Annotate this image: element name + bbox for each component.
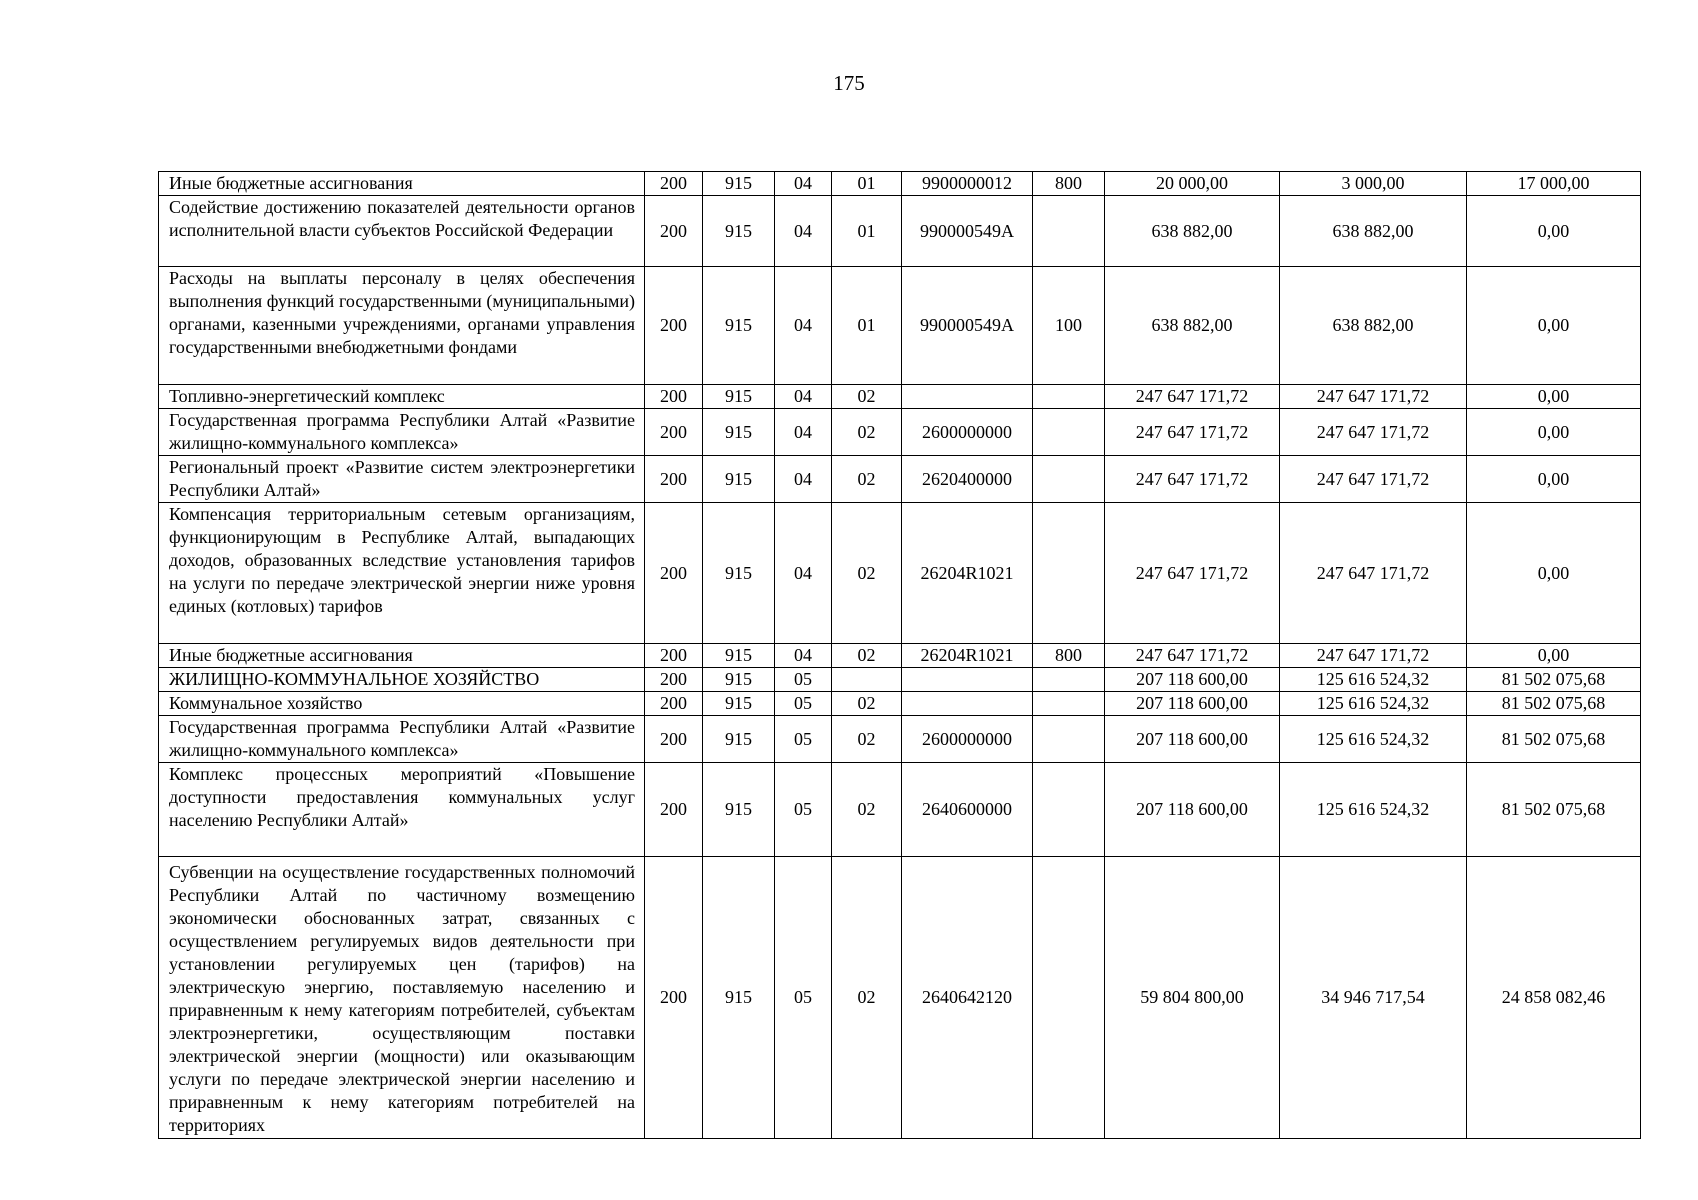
amount-column-2-cell: 3 000,00 <box>1280 172 1467 196</box>
row-name-cell: Компенсация территориальным сетевым организациям, функционирующим в Республике Алтай, выпадающих доходов, образованных вследствие установления тарифов на услуги по передаче электрической энергии ниже уровня единых (котловых) тарифов <box>159 503 645 644</box>
amount-column-2-cell: 247 647 171,72 <box>1280 503 1467 644</box>
amount-total-cell: 207 118 600,00 <box>1105 763 1280 857</box>
amount-column-2-cell: 125 616 524,32 <box>1280 763 1467 857</box>
podrazdel-code-cell: 02 <box>832 456 902 503</box>
amount-total-cell: 207 118 600,00 <box>1105 668 1280 692</box>
target-article-cell <box>902 385 1033 409</box>
razdel-code-cell: 04 <box>775 172 832 196</box>
vedomstvo-code-cell: 915 <box>703 196 775 267</box>
amount-total-cell: 247 647 171,72 <box>1105 409 1280 456</box>
table-row <box>159 668 1641 692</box>
razdel-code-cell: 04 <box>775 503 832 644</box>
target-article-cell: 26204R1021 <box>902 503 1033 644</box>
podrazdel-code-cell <box>832 668 902 692</box>
amount-column-3-cell: 0,00 <box>1467 385 1641 409</box>
budget-table <box>158 171 1641 1139</box>
razdel-code-cell: 04 <box>775 456 832 503</box>
target-article-cell: 2600000000 <box>902 716 1033 763</box>
table-row <box>159 172 1641 196</box>
amount-column-2-cell: 638 882,00 <box>1280 196 1467 267</box>
razdel-code-cell: 05 <box>775 716 832 763</box>
vedomstvo-code-cell: 915 <box>703 267 775 385</box>
podrazdel-code-cell: 02 <box>832 857 902 1139</box>
row-name-cell: Топливно-энергетический комплекс <box>159 385 645 409</box>
vedomstvo-code-cell: 915 <box>703 409 775 456</box>
grbs-code-cell: 200 <box>645 692 703 716</box>
target-article-cell <box>902 692 1033 716</box>
podrazdel-code-cell: 02 <box>832 385 902 409</box>
amount-column-3-cell: 81 502 075,68 <box>1467 763 1641 857</box>
row-name-cell: Комплекс процессных мероприятий «Повышение доступности предоставления коммунальных услуг населению Республики Алтай» <box>159 763 645 857</box>
target-article-cell: 990000549А <box>902 196 1033 267</box>
amount-total-cell: 59 804 800,00 <box>1105 857 1280 1139</box>
grbs-code-cell: 200 <box>645 456 703 503</box>
podrazdel-code-cell: 02 <box>832 409 902 456</box>
expense-type-cell <box>1033 409 1105 456</box>
vedomstvo-code-cell: 915 <box>703 716 775 763</box>
target-article-cell: 2640642120 <box>902 857 1033 1139</box>
expense-type-cell <box>1033 503 1105 644</box>
amount-total-cell: 247 647 171,72 <box>1105 503 1280 644</box>
vedomstvo-code-cell: 915 <box>703 644 775 668</box>
vedomstvo-code-cell: 915 <box>703 172 775 196</box>
razdel-code-cell: 05 <box>775 668 832 692</box>
amount-total-cell: 20 000,00 <box>1105 172 1280 196</box>
table-row <box>159 409 1641 456</box>
table-row <box>159 644 1641 668</box>
expense-type-cell <box>1033 763 1105 857</box>
table-row <box>159 385 1641 409</box>
table-row <box>159 196 1641 267</box>
target-article-cell: 26204R1021 <box>902 644 1033 668</box>
amount-column-3-cell: 0,00 <box>1467 644 1641 668</box>
row-name-cell: ЖИЛИЩНО-КОММУНАЛЬНОЕ ХОЗЯЙСТВО <box>159 668 645 692</box>
expense-type-cell <box>1033 857 1105 1139</box>
vedomstvo-code-cell: 915 <box>703 385 775 409</box>
expense-type-cell: 800 <box>1033 172 1105 196</box>
grbs-code-cell: 200 <box>645 196 703 267</box>
amount-column-2-cell: 247 647 171,72 <box>1280 456 1467 503</box>
razdel-code-cell: 04 <box>775 196 832 267</box>
grbs-code-cell: 200 <box>645 668 703 692</box>
amount-column-3-cell: 81 502 075,68 <box>1467 692 1641 716</box>
amount-column-3-cell: 81 502 075,68 <box>1467 668 1641 692</box>
amount-column-3-cell: 81 502 075,68 <box>1467 716 1641 763</box>
vedomstvo-code-cell: 915 <box>703 456 775 503</box>
podrazdel-code-cell: 02 <box>832 644 902 668</box>
razdel-code-cell: 05 <box>775 763 832 857</box>
page-number: 175 <box>833 71 865 95</box>
amount-column-2-cell: 247 647 171,72 <box>1280 644 1467 668</box>
amount-column-2-cell: 638 882,00 <box>1280 267 1467 385</box>
razdel-code-cell: 04 <box>775 644 832 668</box>
amount-total-cell: 247 647 171,72 <box>1105 385 1280 409</box>
podrazdel-code-cell: 01 <box>832 267 902 385</box>
row-name-cell: Субвенции на осуществление государственных полномочий Республики Алтай по частичному возмещению экономически обоснованных затрат, связанных с осуществлением регулируемых видов деятельности при установлении регулируемых цен (тарифов) на электрическую энергию, поставляемую населению и приравненным к нему категориям потребителей, субъектам электроэнергетики, осуществляющим поставки электрической энергии (мощности) или оказывающим услуги по передаче электрической энергии населению и приравненным к нему категориям потребителей на территориях <box>159 857 645 1139</box>
razdel-code-cell: 04 <box>775 409 832 456</box>
grbs-code-cell: 200 <box>645 644 703 668</box>
podrazdel-code-cell: 02 <box>832 763 902 857</box>
expense-type-cell <box>1033 456 1105 503</box>
table-body <box>159 172 1641 1139</box>
amount-column-3-cell: 24 858 082,46 <box>1467 857 1641 1139</box>
expense-type-cell: 100 <box>1033 267 1105 385</box>
razdel-code-cell: 04 <box>775 385 832 409</box>
amount-total-cell: 247 647 171,72 <box>1105 456 1280 503</box>
target-article-cell: 2620400000 <box>902 456 1033 503</box>
expense-type-cell <box>1033 385 1105 409</box>
row-name-cell: Государственная программа Республики Алтай «Развитие жилищно-коммунального комплекса» <box>159 716 645 763</box>
amount-column-2-cell: 125 616 524,32 <box>1280 668 1467 692</box>
amount-total-cell: 638 882,00 <box>1105 267 1280 385</box>
row-name-cell: Иные бюджетные ассигнования <box>159 644 645 668</box>
amount-column-3-cell: 0,00 <box>1467 267 1641 385</box>
row-name-cell: Коммунальное хозяйство <box>159 692 645 716</box>
vedomstvo-code-cell: 915 <box>703 503 775 644</box>
grbs-code-cell: 200 <box>645 409 703 456</box>
amount-total-cell: 638 882,00 <box>1105 196 1280 267</box>
table-row <box>159 692 1641 716</box>
amount-column-3-cell: 0,00 <box>1467 409 1641 456</box>
target-article-cell: 2640600000 <box>902 763 1033 857</box>
grbs-code-cell: 200 <box>645 267 703 385</box>
grbs-code-cell: 200 <box>645 763 703 857</box>
target-article-cell: 2600000000 <box>902 409 1033 456</box>
podrazdel-code-cell: 02 <box>832 503 902 644</box>
razdel-code-cell: 05 <box>775 857 832 1139</box>
table-row <box>159 267 1641 385</box>
table-row <box>159 456 1641 503</box>
expense-type-cell <box>1033 716 1105 763</box>
razdel-code-cell: 05 <box>775 692 832 716</box>
podrazdel-code-cell: 02 <box>832 692 902 716</box>
grbs-code-cell: 200 <box>645 716 703 763</box>
podrazdel-code-cell: 02 <box>832 716 902 763</box>
target-article-cell <box>902 668 1033 692</box>
row-name-cell: Региональный проект «Развитие систем электроэнергетики Республики Алтай» <box>159 456 645 503</box>
target-article-cell: 9900000012 <box>902 172 1033 196</box>
amount-column-2-cell: 125 616 524,32 <box>1280 692 1467 716</box>
razdel-code-cell: 04 <box>775 267 832 385</box>
amount-column-3-cell: 0,00 <box>1467 196 1641 267</box>
grbs-code-cell: 200 <box>645 172 703 196</box>
amount-total-cell: 207 118 600,00 <box>1105 692 1280 716</box>
row-name-cell: Содействие достижению показателей деятельности органов исполнительной власти субъектов Российской Федерации <box>159 196 645 267</box>
amount-column-3-cell: 0,00 <box>1467 456 1641 503</box>
amount-column-2-cell: 247 647 171,72 <box>1280 409 1467 456</box>
table-row <box>159 857 1641 1139</box>
vedomstvo-code-cell: 915 <box>703 857 775 1139</box>
amount-column-2-cell: 125 616 524,32 <box>1280 716 1467 763</box>
expense-type-cell <box>1033 196 1105 267</box>
amount-column-2-cell: 247 647 171,72 <box>1280 385 1467 409</box>
vedomstvo-code-cell: 915 <box>703 668 775 692</box>
amount-total-cell: 207 118 600,00 <box>1105 716 1280 763</box>
grbs-code-cell: 200 <box>645 503 703 644</box>
row-name-cell: Иные бюджетные ассигнования <box>159 172 645 196</box>
target-article-cell: 990000549А <box>902 267 1033 385</box>
table-row <box>159 763 1641 857</box>
row-name-cell: Расходы на выплаты персоналу в целях обеспечения выполнения функций государственными (муниципальными) органами, казенными учреждениями, органами управления государственными внебюджетными фондами <box>159 267 645 385</box>
row-name-cell: Государственная программа Республики Алтай «Развитие жилищно-коммунального комплекса» <box>159 409 645 456</box>
amount-total-cell: 247 647 171,72 <box>1105 644 1280 668</box>
table-row <box>159 503 1641 644</box>
grbs-code-cell: 200 <box>645 385 703 409</box>
vedomstvo-code-cell: 915 <box>703 763 775 857</box>
podrazdel-code-cell: 01 <box>832 172 902 196</box>
grbs-code-cell: 200 <box>645 857 703 1139</box>
expense-type-cell <box>1033 668 1105 692</box>
expense-type-cell <box>1033 692 1105 716</box>
table-row <box>159 716 1641 763</box>
vedomstvo-code-cell: 915 <box>703 692 775 716</box>
amount-column-3-cell: 0,00 <box>1467 503 1641 644</box>
amount-column-2-cell: 34 946 717,54 <box>1280 857 1467 1139</box>
expense-type-cell: 800 <box>1033 644 1105 668</box>
podrazdel-code-cell: 01 <box>832 196 902 267</box>
amount-column-3-cell: 17 000,00 <box>1467 172 1641 196</box>
